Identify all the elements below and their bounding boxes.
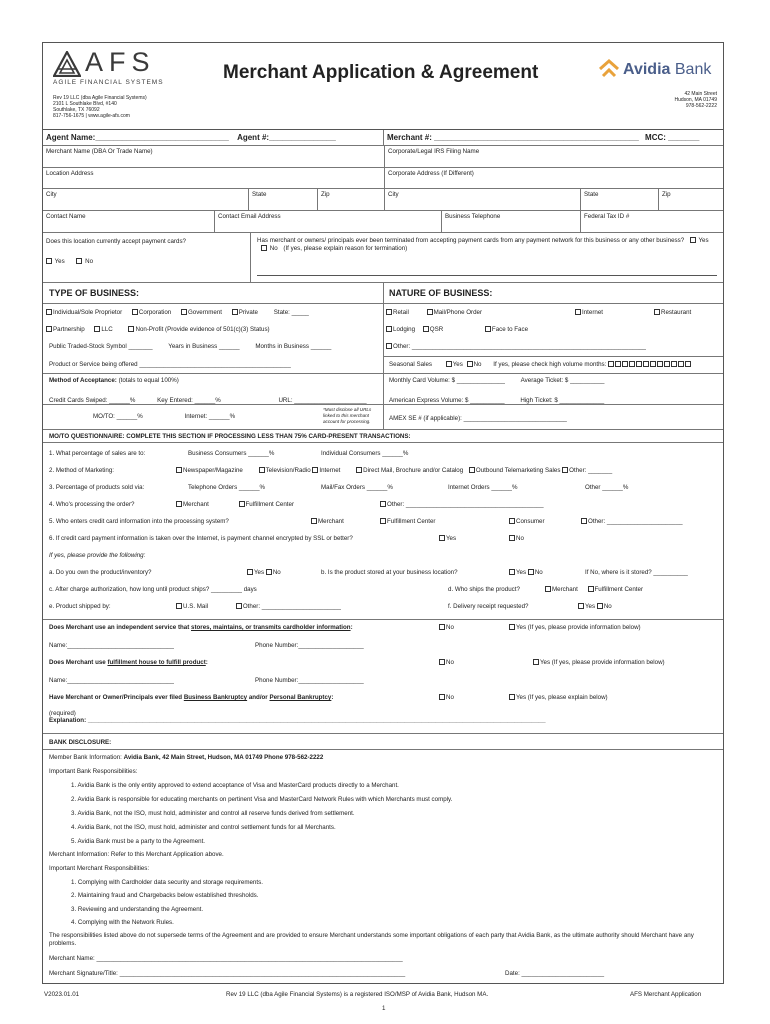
bank-responsibility-1: 1. Avidia Bank is the only entity approved to extend acceptance of Visa and MasterCard products directly to a Merchant. (71, 782, 399, 789)
shipped-other-checkbox[interactable] (236, 603, 242, 609)
bank-address: 42 Main Street Hudson, MA 01749 978-562-2222 (674, 91, 717, 109)
termination-reason-line[interactable] (257, 275, 717, 276)
service-yes-checkbox[interactable] (509, 624, 515, 630)
merchant-responsibility-3: 3. Reviewing and understanding the Agreement. (71, 906, 204, 913)
corporate-address-field[interactable]: Corporate Address (If Different) (388, 170, 474, 177)
state-field[interactable]: State (249, 189, 318, 210)
sole-proprietor-checkbox[interactable] (46, 309, 52, 315)
merchant-number-field[interactable]: Merchant #: ______________________________________________ (387, 133, 639, 142)
corporate-name-field[interactable]: Corporate/Legal IRS Filing Name (388, 148, 480, 155)
service-name-field[interactable]: Name:_______________________________ (49, 642, 174, 649)
usmail-checkbox[interactable] (176, 603, 182, 609)
accept-terminated-row: Does this location currently accept payment cards? Yes No Has merchant or owners/ principals ever been terminated from accepting payment cards from any payment network for this business or any other business? Yes No (If yes, please explain reason for termination) (43, 233, 723, 283)
accept-cards-question: Does this location currently accept payment cards? (46, 238, 186, 245)
corporation-checkbox[interactable] (132, 309, 138, 315)
enters-consumer-checkbox[interactable] (509, 518, 515, 524)
lodging-checkbox[interactable] (386, 326, 392, 332)
receipt-yes-checkbox[interactable] (578, 603, 584, 609)
federal-tax-field[interactable]: Federal Tax ID # (584, 213, 630, 220)
mail-fax-orders-field[interactable]: Mail/Fax Orders ______% (321, 484, 393, 491)
seasonal-sales-label: Seasonal Sales (389, 361, 432, 368)
terminated-no-checkbox[interactable] (261, 245, 267, 251)
average-ticket-field[interactable]: Average Ticket: $ __________ (520, 377, 605, 384)
page-number: 1 (382, 1005, 386, 1012)
nature-other-field[interactable]: Other: ____________________________________________________________________ (393, 343, 646, 350)
bank-disclosure-heading: BANK DISCLOSURE: (49, 739, 112, 746)
receipt-no-checkbox[interactable] (597, 603, 603, 609)
afs-address: Rev 19 LLC (dba Agile Financial Systems) 2101 L Southlake Blvd, #140 Southlake, TX 76092 817-756-1675 | www.agile-afs.com (53, 95, 147, 119)
city-row (43, 189, 723, 211)
bankruptcy-question: Have Merchant or Owner/Principals ever filed Business Bankruptcy and/or Personal Bankruptcy: (49, 694, 334, 701)
bank-responsibility-2: 2. Avidia Bank is responsible for educating merchants on pertinent Visa and MasterCard Network Rules with which Merchants must comply. (71, 796, 453, 803)
telemarketing-checkbox[interactable] (469, 467, 475, 473)
fulfillment-yes-checkbox[interactable] (533, 659, 539, 665)
internet-checkbox[interactable] (575, 309, 581, 315)
merchant-responsibility-1: 1. Complying with Cardholder data security and storage requirements. (71, 879, 263, 886)
shipped-other-field[interactable]: Other: _______________________ (242, 603, 341, 610)
merchant-responsibility-4: 4. Complying with the Network Rules. (71, 919, 174, 926)
telephone-orders-field[interactable]: Telephone Orders ______% (188, 484, 266, 491)
afs-tagline: AGILE FINANCIAL SYSTEMS (53, 79, 164, 86)
internet-marketing-checkbox[interactable] (312, 467, 318, 473)
business-section: TYPE OF BUSINESS: Individual/Sole Proprietor Corporation Government Private State: _____ Partnership LLC Non-Profit (Provide evidence of 501(c)(3) Status) Public Traded-Stock Symbol _______ Years in Business ______ Months in Business ______ Product or Service being offered ____________________________________________ NATURE OF BUSINESS: Retail Mail/Phone Order Internet Restaurant Lodging QSR Face to Face Other: ____________________________________________________________________ Seasonal Sales Yes No If yes, please check high volume months: Method of Acceptance: (totals to equal 100%) Monthly Card Volume: $ ______________ Average Ticket: $ __________ (43, 283, 723, 405)
date-field[interactable]: Date: ________________________ (505, 970, 605, 977)
service-phone-field[interactable]: Phone Number:___________________ (255, 642, 364, 649)
state-of-incorporation-field[interactable]: State: _____ (273, 309, 309, 316)
bankruptcy-yes-checkbox[interactable] (509, 694, 515, 700)
years-in-business-field[interactable]: Years in Business ______ (168, 343, 240, 350)
private-checkbox[interactable] (232, 309, 238, 315)
retail-checkbox[interactable] (386, 309, 392, 315)
marketing-other-checkbox[interactable] (562, 467, 568, 473)
merchant-info-note: Merchant Information: Refer to this Merchant Application above. (49, 851, 224, 858)
stored-yes-checkbox[interactable] (509, 569, 515, 575)
explanation-field[interactable]: Explanation: _____________________________________________________________________________________________________________________________________ (49, 717, 546, 724)
corp-state-field[interactable]: State (581, 189, 659, 210)
tv-radio-checkbox[interactable] (259, 467, 265, 473)
terminated-question: Has merchant or owners/ principals ever been terminated from accepting payment cards from any payment network for this business or any other business? (257, 237, 685, 244)
ssl-no-checkbox[interactable] (509, 535, 515, 541)
acceptance-row (43, 397, 723, 430)
merchant-signature-field[interactable]: Merchant Signature/Title: ___________________________________________________________________________________ (49, 970, 406, 977)
fulfillment-house-question: Does Merchant use fulfillment house to fulfill product: (49, 659, 208, 666)
location-address-field[interactable]: Location Address (43, 168, 385, 188)
restaurant-checkbox[interactable] (654, 309, 660, 315)
marketing-other-field[interactable]: Other: _______ (569, 467, 613, 474)
direct-mail-checkbox[interactable] (356, 467, 362, 473)
mcc-field[interactable]: MCC: _______ (645, 133, 700, 142)
nature-other-checkbox[interactable] (386, 343, 392, 349)
processing-other-checkbox[interactable] (380, 501, 386, 507)
afs-logo-icon (53, 51, 81, 77)
business-phone-field[interactable]: Business Telephone (442, 211, 581, 232)
amex-volume-field[interactable]: American Express Volume: $ __________ (389, 397, 505, 404)
type-of-business-heading: TYPE OF BUSINESS: (49, 288, 140, 298)
accept-yes-checkbox[interactable] (46, 258, 52, 264)
corp-zip-field[interactable]: Zip (662, 191, 671, 198)
enters-merchant-checkbox[interactable] (311, 518, 317, 524)
ships-merchant-checkbox[interactable] (545, 586, 551, 592)
individual-consumers-field[interactable]: Individual Consumers ______% (321, 450, 409, 457)
member-bank-info: Member Bank Information: Avidia Bank, 42 Main Street, Hudson, MA 01749 Phone 978-562-2222 (49, 754, 324, 761)
own-inventory-yes-checkbox[interactable] (247, 569, 253, 575)
high-volume-months-checkboxes[interactable] (608, 361, 692, 368)
processing-fulfillment-checkbox[interactable] (239, 501, 245, 507)
bank-responsibility-4: 4. Avidia Bank, not the ISO, must hold, administer and control settlement funds for all Merchants. (71, 824, 336, 831)
fulfillment-name-field[interactable]: Name:_______________________________ (49, 677, 174, 684)
agent-row (43, 129, 723, 146)
url-field[interactable]: URL: _____________________ (278, 397, 367, 404)
other-orders-field[interactable]: Other ______% (585, 484, 629, 491)
newspaper-checkbox[interactable] (176, 467, 182, 473)
afs-logo-text: AFS (85, 47, 156, 77)
stock-symbol-field[interactable]: Public Traded-Stock Symbol _______ (49, 343, 153, 350)
services-section: Does Merchant use an independent service that stores, maintains, or transmits cardholder information: No Yes (If yes, please provide information below) Name:_______________________________ Phone Number:___________________ Does Merchant use fulfillment house to fulfill product: No Yes (If yes, please provide information below) Name:_______________________________ Phone Number:___________________ Have Merchant or Owner/Principals ever filed Business Bankruptcy and/or Personal Bankruptcy: No Yes (If yes, please explain below) (required) Explanation: _____________________________________________________________________________________________________________________________________ (43, 620, 723, 734)
ssl-yes-checkbox[interactable] (439, 535, 445, 541)
moto-field[interactable]: MO/TO: ______% (93, 413, 143, 420)
processing-other-field[interactable]: Other: ________________________________________ (387, 501, 544, 508)
bankruptcy-no-checkbox[interactable] (439, 694, 445, 700)
high-ticket-field[interactable]: High Ticket: $ _____________ (520, 397, 605, 404)
partnership-checkbox[interactable] (46, 326, 52, 332)
moto-questionnaire: MO/TO QUESTIONNAIRE: COMPLETE THIS SECTION IF PROCESSING LESS THAN 75% CARD-PRESENT TRANSACTIONS: 1. What percentage of sales are to: Business Consumers ______% Individual Consumers ______% 2. Method of Marketing: Newspaper/Magazine Television/Radio Internet Direct Mail, Brochure and/or Catalog Outbound Telemarketing Sales Other: _______ 3. Percentage of products sold via: Telephone Orders ______% Mail/Fax Orders ______% Internet Orders ______% Other ______% 4. Who's processing the order? Merchant Fulfillment Center Other: ________________________________________ 5. Who enters credit card information into the processing system? Merchant Fulfillment Center Consumer Other: ______________________ 6. If credit card payment information is taken over the Internet, is payment channel encrypted by SSL or better? Yes No If yes, please provide the following: a. Do you own the product/inventory? Yes No b. Is the product stored at your business location? Yes No If No, where is it stored? __________ c. After charge authorization, how long until product ships? _________ days d. Who ships the product? Merchant Fulfillment Center e. Product shipped by: U.S. Mail Other: _______________________ f. Delivery receipt requested? Yes No (43, 430, 723, 620)
avidia-logo-text: Avidia Bank (623, 61, 712, 78)
zip-field[interactable]: Zip (318, 189, 385, 210)
page-title: Merchant Application & Agreement (223, 62, 539, 83)
contact-row (43, 211, 723, 233)
amex-se-field[interactable]: AMEX SE # (if applicable): ______________________________ (389, 415, 567, 422)
mail-phone-checkbox[interactable] (427, 309, 433, 315)
government-checkbox[interactable] (181, 309, 187, 315)
contact-email-field[interactable]: Contact Email Address (215, 211, 442, 232)
processing-merchant-checkbox[interactable] (176, 501, 182, 507)
own-inventory-no-checkbox[interactable] (266, 569, 272, 575)
non-profit-checkbox[interactable] (128, 326, 134, 332)
seasonal-yes-checkbox[interactable] (446, 361, 452, 367)
fulfillment-no-checkbox[interactable] (439, 659, 445, 665)
footer-right: AFS Merchant Application (630, 991, 702, 998)
key-entered-field[interactable]: Key Entered: ______% (157, 397, 221, 404)
avidia-logo-icon (598, 59, 620, 79)
face-to-face-checkbox[interactable] (485, 326, 491, 332)
seasonal-no-checkbox[interactable] (467, 361, 473, 367)
business-consumers-field[interactable]: Business Consumers ______% (188, 450, 275, 457)
merchant-name-field[interactable]: Merchant Name (DBA Or Trade Name) (43, 146, 385, 167)
application-form: AFS AGILE FINANCIAL SYSTEMS Rev 19 LLC (dba Agile Financial Systems) 2101 L Southlake Blvd, #140 Southlake, TX 76092 817-756-1675 | www.agile-afs.com Merchant Application & Agreement Avidia Bank 42 Main Street Hudson, MA 01749 978-562-2222 Agent Name:______________________________ Agent #:_______________ Merchant #: ______________________________________________ MCC: _______ Merchant Name (DBA Or Trade Name) Corporate/Legal IRS Filing Name Location Address Corporate Address (If Different) City State Zip City State Zip Contact Name Contact Email Address Business Telephone Federal Tax ID # Does this location currently accept payment cards? Yes No Has merchant or owners/ principals ever been terminated from accepting payment cards from any payment network for this business or any other business? Yes No (If yes, please explain reason for termination) TYPE OF BUSINESS: Individual/Sole Proprietor Corporation Government Private State: _____ Partnership LLC Non-Profit (Provide evidence of 501(c)(3) Status) Public Traded-Stock Symbol _______ Years in Business ______ Months in Business ______ Product or Service being offered ____________________________________________ NATURE OF BUSINESS: Retail Mail/Phone Order Internet Restaurant Lodging QSR Face to Face Other: ____________________________________________________________________ Seasonal Sales Yes No If yes, please check high volume months: Method of Acceptance: (totals to equal 100%) Monthly Card Volume: $ ______________ Average Ticket: $ __________ Credit Cards Swiped: ______% Key Entered: ______% URL: _____________________ MO/TO: ______% Internet: ______% *Must disclose all URLs linked to this merchant account for processing. American Express Volume: $ __________ High Ticket: $ _____________ AMEX SE # (if applicable): ______________________________ MO/TO QUESTIONNAIRE: COMPLETE THIS SECTION IF PROCESSING LESS THAN 75% CARD-PRESENT TRANSACTIONS: 1. What percentage of sales are to: Business Consumers ______% Individual Consumers ______% 2. Method of Marketing: Newspaper/Magazine Television/Radio Internet Direct Mail, Brochure and/or Catalog Outbound Telemarketing Sales Other: _______ 3. Percentage of products sold via: Telephone Orders ______% Mail/Fax Orders ______% Internet Orders ______% Other ______% 4. Who's processing the order? Merchant Fulfillment Center Other: ________________________________________ 5. Who enters credit card information into the processing system? Merchant Fulfillment Center Consumer Other: ______________________ 6. If credit card payment information is taken over the Internet, is payment channel encrypted by SSL or better? Yes No If yes, please provide the following: a. Do you own the product/inventory? Yes No b. Is the product stored at your business location? Yes No If No, where is it stored? __________ c. After charge authorization, how long until product ships? _________ days d. Who ships the product? Merchant Fulfillment Center e. Product shipped by: U.S. Mail Other: _______________________ f. Delivery receipt requested? Yes No Does Merchant use an independent service that stores, maintains, or transmits cardholder information: No Yes (If yes, please provide information below) Name:_______________________________ Phone Number:___________________ Does Merchant use fulfillment house to fulfill product: No Yes (If yes, please provide information below) Name:_______________________________ Phone Number:___________________ Have Merchant or Owner/Principals ever filed Business Bankruptcy and/or Personal Bankruptcy: No Yes (If yes, please explain below) (required) Explanation: _____________________________________________________________________________________________________________________________________ BANK DISCLOSURE: Member Bank Information: Avidia Bank, 42 Main Street, Hudson, MA 01749 Phone 978-562-2222 Important Bank Responsibilities: 1. Avidia Bank is the only entity approved to extend acceptance of Visa and MasterCard products directly to a Merchant. 2. Avidia Bank is responsible for educating merchants on pertinent Visa and MasterCard Network Rules with which Merchants must comply. 3. Avidia Bank, not the ISO, must hold, administer and control all reserve funds derived from settlement. 4. Avidia Bank, not the ISO, must hold, administer and control settlement funds for all Merchants. 5. Avidia Bank must be a party to the Agreement. Merchant Information: Refer to this Merchant Application above. Important Merchant Responsibilities: 1. Complying with Cardholder data security and storage requirements. 2. Maintaining fraud and Chargebacks below established thresholds. 3. Reviewing and understanding the Agreement. 4. Complying with the Network Rules. The responsibilities listed above do not supersede terms of the Agreement and are provided to ensure Merchant understands some important obligations of each party that Avidia Bank, as the ultimate authority should Merchant have any problems. Merchant Name: _________________________________________________________________________________________ Merchant Signature/Title: ___________________________________________________________________________________ Date: ________________________ (42, 42, 724, 984)
service-no-checkbox[interactable] (439, 624, 445, 630)
agent-name-field[interactable]: Agent Name:______________________________ (46, 133, 229, 142)
product-service-field[interactable]: Product or Service being offered ____________________________________________ (49, 361, 291, 368)
monthly-volume-field[interactable]: Monthly Card Volume: $ ______________ (389, 377, 505, 384)
url-disclosure-note: *Must disclose all URLs linked to this merchant account for processing. (323, 407, 372, 424)
agent-number-field[interactable]: Agent #:_______________ (237, 133, 336, 142)
bank-responsibility-5: 5. Avidia Bank must be a party to the Agreement. (71, 838, 206, 845)
independent-service-question: Does Merchant use an independent service that stores, maintains, or transmits cardholder information: (49, 624, 353, 631)
enters-other-field[interactable]: Other: ______________________ (588, 518, 683, 525)
llc-checkbox[interactable] (94, 326, 100, 332)
terminated-yes-checkbox[interactable] (690, 237, 696, 243)
stored-where-field[interactable]: If No, where is it stored? __________ (585, 569, 688, 576)
internet-pct-field[interactable]: Internet: ______% (184, 413, 236, 420)
accept-no-checkbox[interactable] (76, 258, 82, 264)
bank-responsibility-3: 3. Avidia Bank, not the ISO, must hold, administer and control all reserve funds derived from settlement. (71, 810, 355, 817)
cc-swiped-field[interactable]: Credit Cards Swiped: ______% (49, 397, 136, 404)
merchant-name-signature-field[interactable]: Merchant Name: _________________________________________________________________________________________ (49, 955, 403, 962)
enters-fulfillment-checkbox[interactable] (380, 518, 386, 524)
moto-heading: MO/TO QUESTIONNAIRE: COMPLETE THIS SECTION IF PROCESSING LESS THAN 75% CARD-PRESENT TRANSACTIONS: (49, 433, 411, 440)
city-field[interactable]: City (43, 189, 249, 210)
corp-city-field[interactable]: City (385, 189, 581, 210)
closing-statement: The responsibilities listed above do not supersede terms of the Agreement and are provided to ensure Merchant understands some important obligations of each party that Avidia Bank, as the ultimate authority should Merchant have any problems. (49, 932, 694, 947)
stored-no-checkbox[interactable] (528, 569, 534, 575)
internet-orders-field[interactable]: Internet Orders ______% (448, 484, 518, 491)
qsr-checkbox[interactable] (423, 326, 429, 332)
ship-days-field[interactable]: c. After charge authorization, how long until product ships? _________ days (49, 586, 257, 593)
months-in-business-field[interactable]: Months in Business ______ (255, 343, 332, 350)
footer-version: V2023.01.01 (44, 991, 80, 998)
fulfillment-phone-field[interactable]: Phone Number:___________________ (255, 677, 364, 684)
merchant-name-row (43, 146, 723, 168)
merchant-responsibility-2: 2. Maintaining fraud and Chargebacks below established thresholds. (71, 892, 259, 899)
footer-center: Rev 19 LLC (dba Agile Financial Systems) is a registered ISO/MSP of Avidia Bank, Hudson MA. (226, 991, 489, 998)
ships-fulfillment-checkbox[interactable] (588, 586, 594, 592)
enters-other-checkbox[interactable] (581, 518, 587, 524)
contact-name-field[interactable]: Contact Name (43, 211, 215, 232)
nature-of-business-heading: NATURE OF BUSINESS: (389, 288, 493, 298)
address-row (43, 168, 723, 189)
